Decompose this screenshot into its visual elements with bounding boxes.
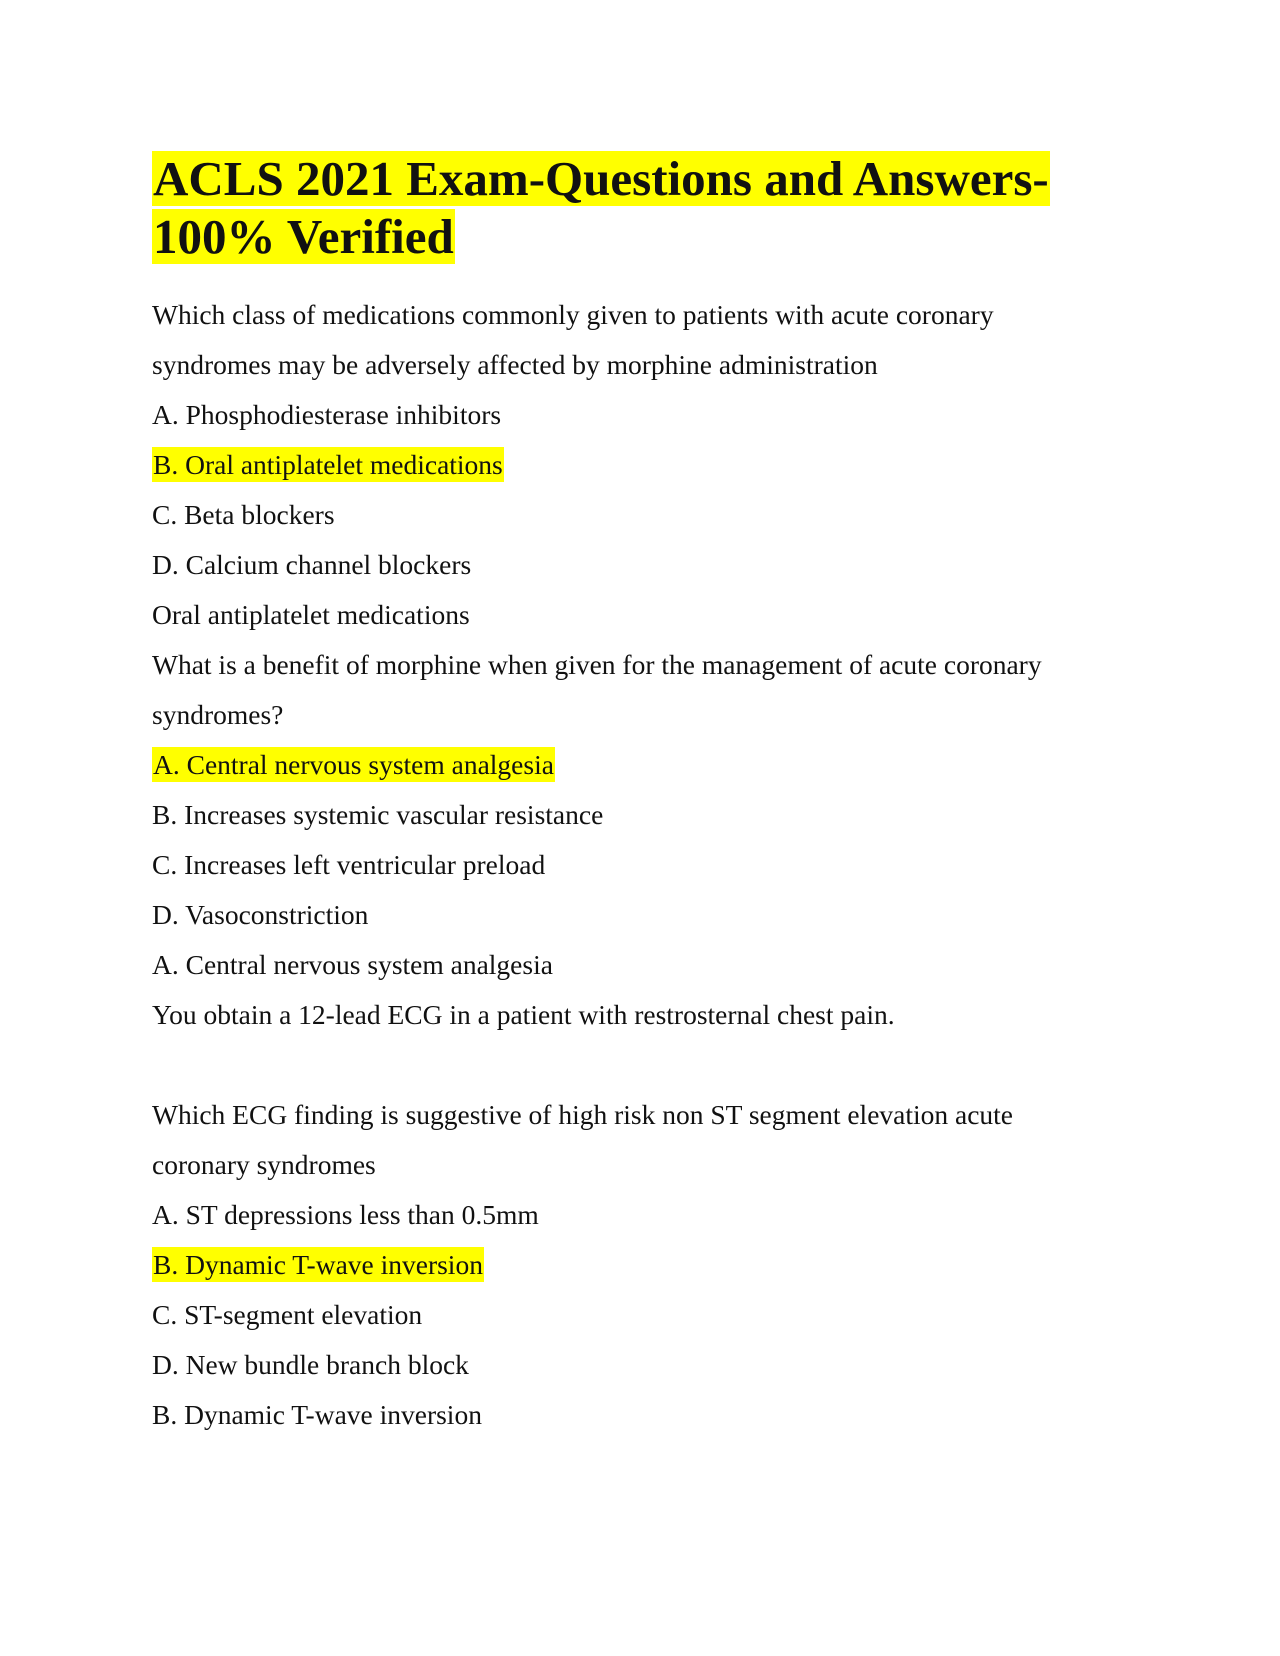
question-1-option-b-highlighted <box>152 440 1112 490</box>
paragraph-gap <box>152 1040 1112 1090</box>
question-2-option-a-highlighted <box>152 740 1112 790</box>
document-title <box>152 150 1112 266</box>
question-3-stem-line-2: coronary syndromes <box>152 1149 376 1180</box>
question-2-stem-line-1: What is a benefit of morphine when given for the management of acute coronary <box>152 649 1042 680</box>
question-2-answer: A. Central nervous system analgesia <box>152 949 553 980</box>
title-line-1: ACLS 2021 Exam-Questions and Answers- <box>153 151 1049 206</box>
question-3-answer: B. Dynamic T-wave inversion <box>152 1399 482 1430</box>
question-3-option-c: C. ST-segment elevation <box>152 1299 423 1330</box>
title-line-2: 100% Verified <box>153 209 454 264</box>
question-1-stem-line-2: syndromes may be adversely affected by morphine administration <box>152 349 878 380</box>
question-1-answer: Oral antiplatelet medications <box>152 599 470 630</box>
question-3-option-d: D. New bundle branch block <box>152 1349 469 1380</box>
question-1-option-c: C. Beta blockers <box>152 499 335 530</box>
question-2-option-b: B. Increases systemic vascular resistance <box>152 799 604 830</box>
question-2-option-c: C. Increases left ventricular preload <box>152 849 546 880</box>
question-1-stem-line-1: Which class of medications commonly given to patients with acute coronary <box>152 299 994 330</box>
question-3-intro: You obtain a 12-lead ECG in a patient with restrosternal chest pain. <box>152 999 895 1030</box>
question-1-option-d: D. Calcium channel blockers <box>152 549 472 580</box>
question-3-option-b-highlighted <box>152 1240 1112 1290</box>
question-3-stem-line-1: Which ECG finding is suggestive of high risk non ST segment elevation acute <box>152 1099 1014 1130</box>
question-2-stem-line-2: syndromes? <box>152 699 284 730</box>
question-3-option-b-text: B. Dynamic T-wave inversion <box>153 1249 483 1280</box>
question-1-option-b-text: B. Oral antiplatelet medications <box>153 449 503 480</box>
question-3-option-a: A. ST depressions less than 0.5mm <box>152 1199 539 1230</box>
question-1-option-a: A. Phosphodiesterase inhibitors <box>152 399 502 430</box>
question-2-option-d: D. Vasoconstriction <box>152 899 369 930</box>
question-list <box>152 290 1112 1440</box>
question-2-option-a-text: A. Central nervous system analgesia <box>153 749 554 780</box>
